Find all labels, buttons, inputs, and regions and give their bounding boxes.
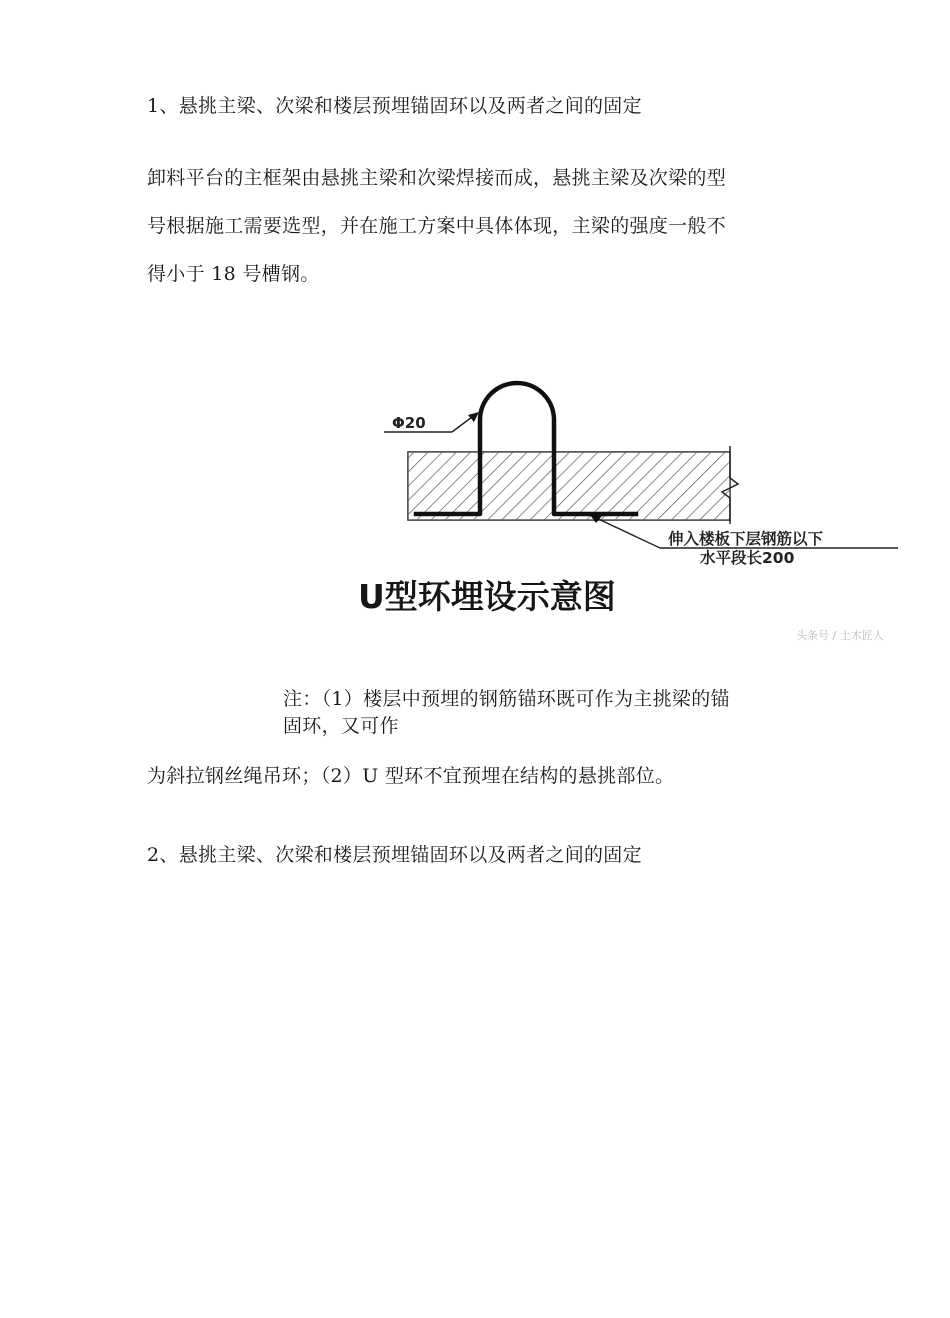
- diameter-label: Φ20: [392, 414, 426, 432]
- section-heading-2: 2、悬挑主梁、次梁和楼层预埋锚固环以及两者之间的固定: [147, 844, 642, 866]
- figure-watermark: 头条号 / 土木匠人: [796, 629, 884, 642]
- note-line-2: 固环，又可作: [283, 715, 399, 737]
- paragraph-line-3: 得小于 18 号槽钢。: [147, 263, 320, 285]
- u-ring-diagram: [340, 370, 930, 650]
- callout-label-line2: 水平段长200: [700, 549, 795, 567]
- figure-caption: U型环埋设示意图: [358, 577, 616, 616]
- paragraph-line-2: 号根据施工需要选型，并在施工方案中具体体现，主梁的强度一般不: [147, 215, 727, 237]
- section-heading-1: 1、悬挑主梁、次梁和楼层预埋锚固环以及两者之间的固定: [147, 95, 642, 117]
- callout-label-line1: 伸入楼板下层钢筋以下: [668, 530, 824, 548]
- note-continuation: 为斜拉钢丝绳吊环；（2）U 型环不宜预埋在结构的悬挑部位。: [147, 765, 675, 787]
- paragraph-line-1: 卸料平台的主框架由悬挑主梁和次梁焊接而成，悬挑主梁及次梁的型: [147, 167, 727, 189]
- note-line-1: 注：（1）楼层中预埋的钢筋锚环既可作为主挑梁的锚: [283, 688, 730, 710]
